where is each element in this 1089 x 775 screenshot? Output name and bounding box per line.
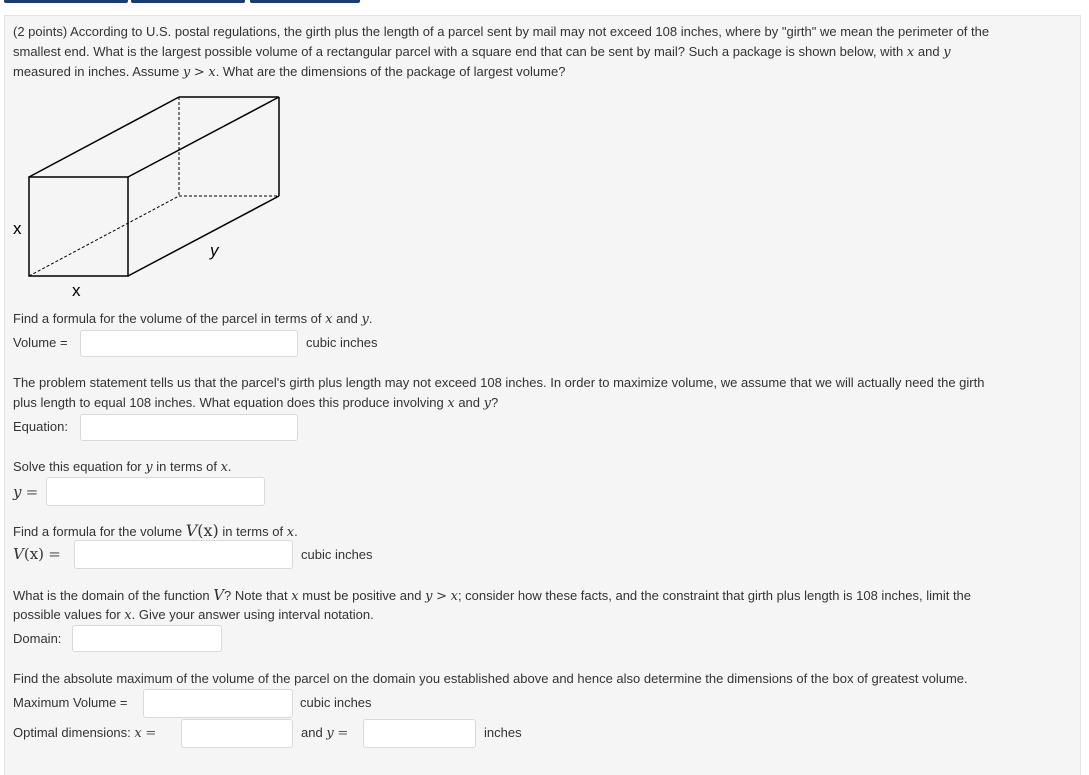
box-hidden-depth bbox=[29, 196, 179, 276]
volume-unit: cubic inches bbox=[306, 335, 378, 350]
q6-text: Find the absolute maximum of the volume of the parcel on the domain you established above and hence also determine the dimensions of the box of greatest volume. bbox=[13, 671, 968, 686]
q1-prompt: Find a formula for the volume of the parcel in terms of x and y. bbox=[13, 311, 373, 327]
intro-line-1: (2 points) According to U.S. postal regulations, the girth plus the length of a parcel sent by mail may not exceed 108 inches, where by "girth" we mean the perimeter of the bbox=[13, 24, 990, 39]
label-x-left: x bbox=[13, 219, 22, 238]
volume-label: Volume = bbox=[13, 335, 68, 350]
label-y: y bbox=[210, 241, 219, 260]
max-volume-input[interactable] bbox=[143, 689, 293, 718]
nav-tab-3[interactable] bbox=[250, 0, 360, 3]
optimal-x-input[interactable] bbox=[181, 719, 293, 748]
optimal-and-y-label: and y = bbox=[301, 725, 349, 741]
box-edge-top-left bbox=[29, 97, 179, 177]
equation-input[interactable] bbox=[80, 414, 298, 441]
optimal-unit: inches bbox=[484, 725, 522, 740]
domain-label: Domain: bbox=[13, 631, 62, 646]
q5-text-line-1: What is the domain of the function V? Note that x must be positive and y > x; consider how these facts, and the constraint that girth plus length is 108 inches, limit the bbox=[13, 586, 972, 604]
q3-prompt: Solve this equation for y in terms of x. bbox=[13, 459, 232, 475]
nav-tab-1[interactable] bbox=[4, 0, 128, 3]
v-of-x-unit: cubic inches bbox=[301, 547, 373, 562]
equation-label: Equation: bbox=[13, 419, 68, 434]
domain-input[interactable] bbox=[72, 625, 222, 652]
y-in-terms-of-x-input[interactable] bbox=[46, 477, 265, 506]
box-edge-top-right bbox=[128, 97, 279, 177]
intro-line-3: measured in inches. Assume y > x. What are the dimensions of the package of largest volume? bbox=[13, 64, 566, 80]
q5-text-line-2: possible values for x. Give your answer using interval notation. bbox=[13, 607, 374, 623]
max-volume-label: Maximum Volume = bbox=[13, 695, 128, 710]
optimal-dimensions-label: Optimal dimensions: x = bbox=[13, 725, 157, 741]
q2-text-line-1: The problem statement tells us that the parcel's girth plus length may not exceed 108 inches. In order to maximize volume, we assume that we will actually need the girth bbox=[13, 375, 985, 390]
v-of-x-input[interactable] bbox=[74, 540, 293, 569]
top-navigation-bar bbox=[0, 0, 1089, 5]
nav-tab-2[interactable] bbox=[131, 0, 245, 3]
q2-text-line-2: plus length to equal 108 inches. What equation does this produce involving x and y? bbox=[13, 395, 499, 411]
box-front-face bbox=[29, 177, 128, 276]
v-of-x-label: V(x) = bbox=[13, 545, 61, 563]
max-volume-unit: cubic inches bbox=[300, 695, 372, 710]
intro-line-2: smallest end. What is the largest possible volume of a rectangular parcel with a square end that can be sent by mail? Such a package is shown below, with x and y bbox=[13, 44, 951, 60]
optimal-y-input[interactable] bbox=[363, 719, 476, 748]
problem-panel bbox=[4, 15, 1081, 775]
label-x-bottom: x bbox=[72, 281, 81, 300]
y-equals-label: y = bbox=[13, 483, 39, 501]
volume-input[interactable] bbox=[80, 330, 298, 357]
q4-prompt: Find a formula for the volume V(x) in terms of x. bbox=[13, 521, 298, 540]
box-edge-bottom-right bbox=[128, 196, 279, 276]
parcel-box-figure bbox=[5, 91, 295, 301]
